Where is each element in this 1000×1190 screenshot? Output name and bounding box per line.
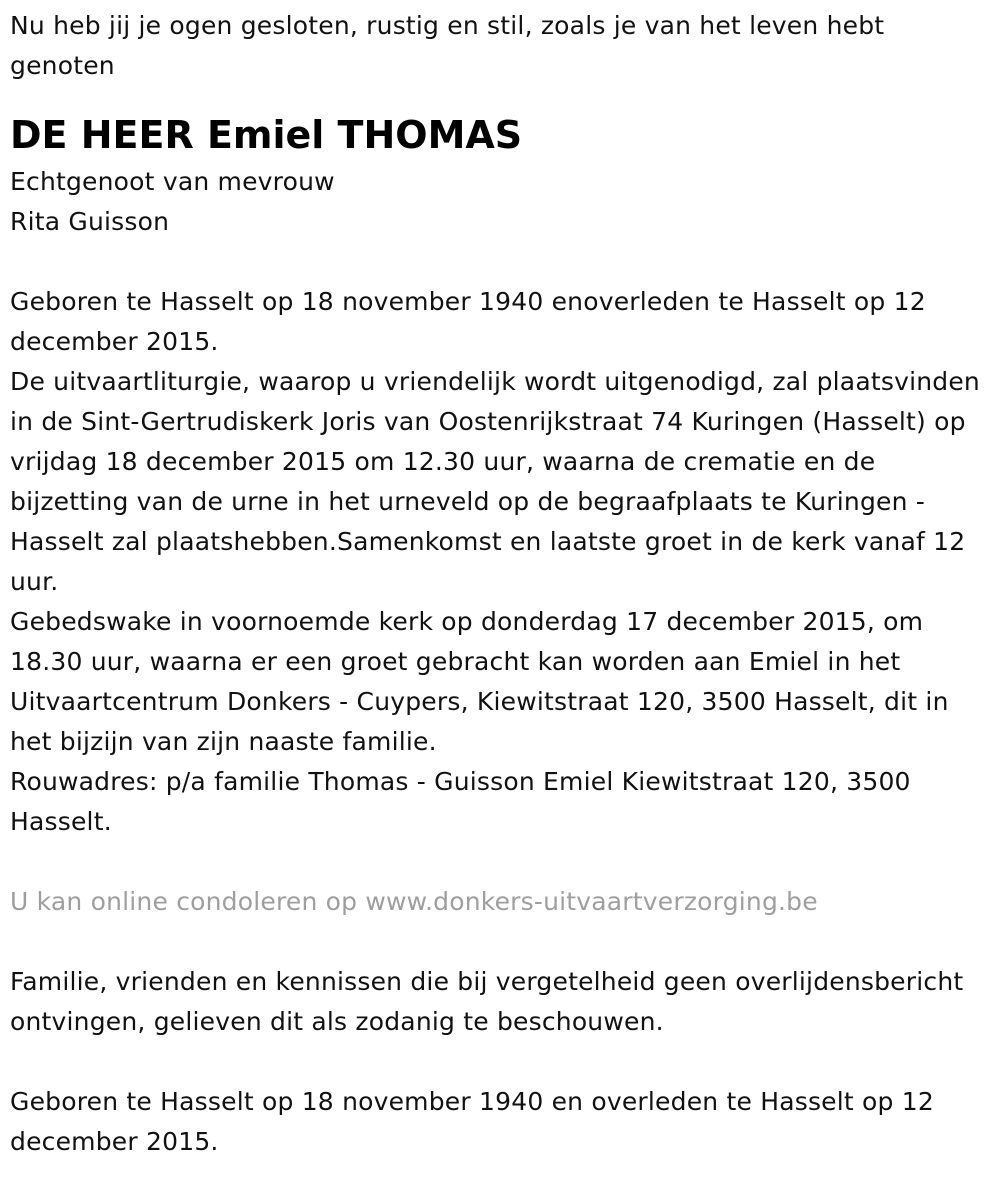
funeral-text: De uitvaartliturgie, waarop u vriendelijk wordt uitgenodigd, zal plaatsvinden in de Sint-Gertrudiskerk Joris van Oostenrijkstraat 74 Kuringen (Hasselt) op vrijdag 18 december 2015 om 12.30 uur, waarna de crematie en de bijzetting van de urne in het urneveld op de begraafplaats te Kuringen - Hasselt zal plaatshebben.Samenkomst en laatste groet in de kerk vanaf 12 uur. xyxy=(10,367,980,596)
online-condolence-link[interactable]: U kan online condoleren op www.donkers-uitvaartverzorging.be xyxy=(10,887,818,916)
spacer xyxy=(10,1042,990,1082)
birth-death-text: Geboren te Hasselt op 18 november 1940 enoverleden te Hasselt op 12 december 2015. xyxy=(10,287,926,356)
deceased-name: DE HEER Emiel THOMAS xyxy=(10,113,523,157)
vigil-text: Gebedswake in voornoemde kerk op donderdag 17 december 2015, om 18.30 uur, waarna er een groet gebracht kan worden aan Emiel in het Uitvaartcentrum Donkers - Cuypers, Kiewitstraat 120, 3500 Hasselt, dit in het bijzijn van zijn naaste familie. xyxy=(10,607,949,756)
obituary-page xyxy=(0,6,1000,1190)
poem-text: Nu heb jij je ogen gesloten, rustig en stil, zoals je van het leven hebt genoten xyxy=(10,11,885,80)
family-notice-text: Familie, vrienden en kennissen die bij vergetelheid geen overlijdensbericht ontvingen, gelieven dit als zodanig te beschouwen. xyxy=(10,967,964,1036)
spouse-line-2: Rita Guisson xyxy=(10,207,170,236)
mourning-address-text: Rouwadres: p/a familie Thomas - Guisson Emiel Kiewitstraat 120, 3500 Hasselt. xyxy=(10,767,911,836)
spacer xyxy=(10,242,990,282)
spacer xyxy=(10,842,990,882)
birth-death-repeat-text: Geboren te Hasselt op 18 november 1940 en overleden te Hasselt op 12 december 2015. xyxy=(10,1087,934,1156)
spouse-line-1: Echtgenoot van mevrouw xyxy=(10,167,335,196)
spacer xyxy=(10,922,990,962)
